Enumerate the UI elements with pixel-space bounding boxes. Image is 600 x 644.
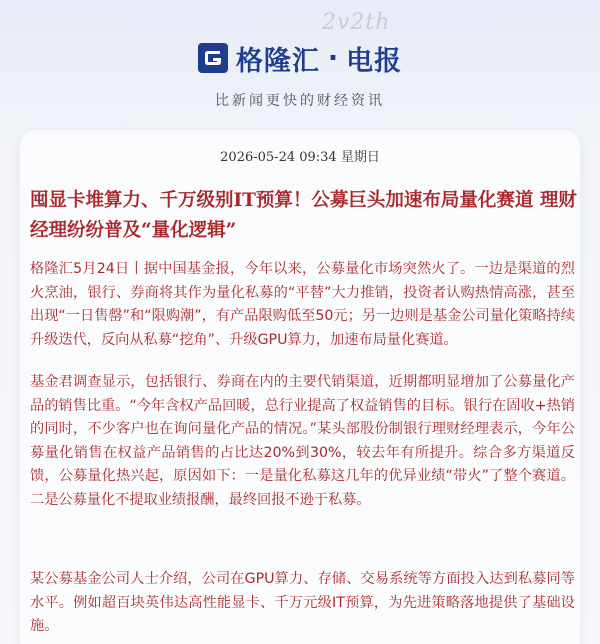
article-headline: 囤显卡堆算力、千万级别IT预算！公募巨头加速布局量化赛道 理财经理纷纷普及“量化逻辑” [30,190,577,241]
article-paragraph-2: 基金君调查显示，包括银行、券商在内的主要代销渠道，近期都明显增加了公募量化产品的销售比重。“今年含权产品回暖，总行业提高了权益销售的目标。银行在固收+热销的同时，不少客户也在询问量化产品的情况。”某头部股份制银行理财经理表示，今年公募量化销售在权益产品销售的占比达20%到30%，较去年有所提升。综合多方渠道反馈，公募量化热兴起，原因如下：一是量化私募这几年的优异业绩“带火”了整个赛道。二是公募量化不提取业绩报酬，最终回报不逊于私募。 [30,374,575,508]
brand-name: 格隆汇 [235,45,320,77]
watermark: 2v2th [322,10,391,35]
gelonghui-logo-icon [198,43,228,73]
brand-tagline: 比新闻更快的财经资讯 [215,93,385,109]
brand-header [0,38,600,78]
article-paragraph-1: 格隆汇5月24日丨据中国基金报，今年以来，公募量化市场突然火了。一边是渠道的烈火烹油，银行、券商将其作为量化私募的“平替”大力推销，投资者认购热情高涨，甚至出现“一日售罄”和“限购潮”，有产品限购低至50元；另一边则是基金公司量化策略持续升级迭代，反向从私募“挖角”、升级GPU算力，加速布局量化赛道。 [30,261,575,348]
article-paragraph-3: 某公募基金公司人士介绍，公司在GPU算力、存储、交易系统等方面投入达到私募同等水平。例如超百块英伟达高性能显卡、千万元级IT预算，为先进策略落地提供了基础设施。 [30,571,575,635]
brand-separator: · [327,42,339,74]
brand-product: 电报 [346,45,403,77]
article-datetime: 2026-05-24 09:34 星期日 [220,150,380,165]
